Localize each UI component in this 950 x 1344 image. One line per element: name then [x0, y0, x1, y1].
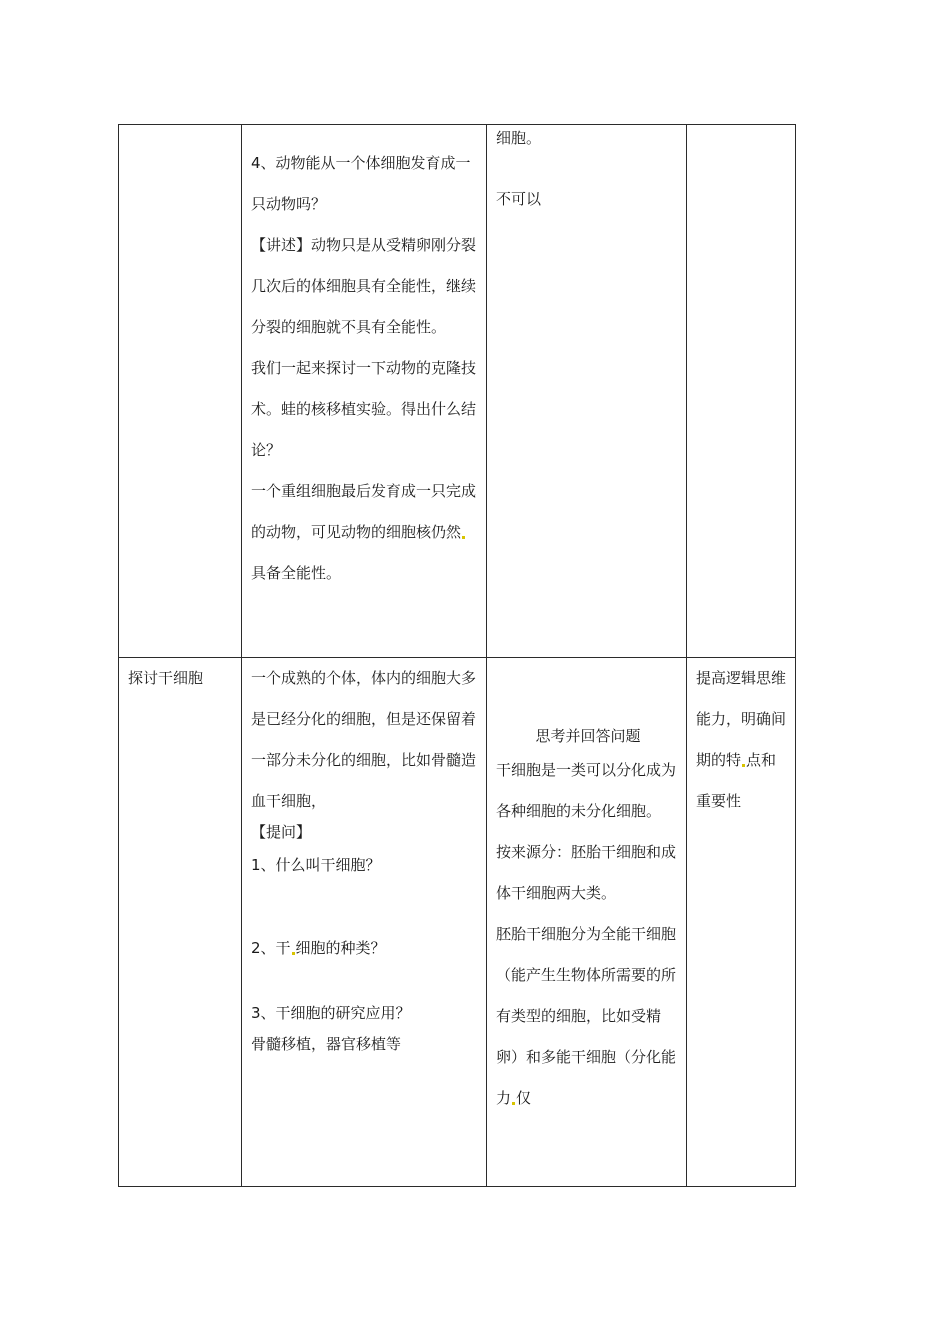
question-2 — [251, 934, 479, 962]
goal-part-b: 点和重要性 — [696, 751, 777, 810]
table-border-bottom — [118, 1186, 796, 1187]
conclusion-text — [251, 471, 479, 594]
edit-mark — [292, 952, 295, 955]
question-2-part-b: 细胞的种类？ — [295, 939, 386, 957]
question-1: 1、什么叫干细胞？ — [251, 856, 381, 874]
edit-mark — [742, 764, 745, 767]
goal-text — [696, 658, 790, 822]
row2-teacher-activity-cell — [251, 658, 479, 1061]
column-divider-1 — [241, 124, 242, 1187]
stem-cell-definition: 干细胞是一类可以分化成为各种细胞的未分化细胞。 — [496, 761, 677, 820]
question-3: 3、干细胞的研究应用？ — [251, 1004, 411, 1022]
question-4: 4、动物能从一个体细胞发育成一只动物吗？ — [251, 154, 471, 213]
column-divider-2 — [486, 124, 487, 1187]
table-border-top — [118, 124, 796, 125]
lecture-text: 【讲述】动物只是从受精卵刚分裂几次后的体细胞具有全能性，继续分裂的细胞就不具有全能性。 — [251, 236, 477, 336]
row1-teacher-activity-cell — [251, 143, 479, 594]
question-3-answer: 骨髓移植，器官移植等 — [251, 1035, 402, 1053]
spacer — [496, 153, 680, 185]
table-border-left — [118, 124, 119, 1187]
goal-part-a: 提高逻辑思维能力，明确间期的特 — [696, 669, 787, 769]
edit-mark — [512, 1102, 515, 1105]
conclusion-part-a: 一个重组细胞最后发育成一只完成的动物，可见动物的细胞核仍然 — [251, 482, 477, 541]
stem-cell-types-part-b: 仅 — [516, 1089, 532, 1107]
row2-topic-cell — [128, 658, 236, 699]
row1-student-activity-cell — [496, 124, 680, 214]
stem-cell-types-part-a: 胚胎干细胞分为全能干细胞（能产生生物体所需要的所有类型的细胞，比如受精卵）和多能干细胞（分化能力 — [496, 925, 677, 1107]
stem-cell-types — [496, 914, 680, 1119]
column-divider-3 — [686, 124, 687, 1187]
table-border-right — [795, 124, 796, 1187]
ask-label: 【提问】 — [251, 823, 312, 841]
edit-mark — [462, 536, 465, 539]
conclusion-part-b: 具备全能性。 — [251, 564, 342, 582]
row2-goal-cell — [696, 658, 790, 822]
question-2-part-a: 2、干 — [251, 939, 291, 957]
answer-text: 不可以 — [496, 190, 542, 208]
row2-student-activity-cell — [496, 658, 680, 1119]
continued-text: 细胞。 — [496, 129, 542, 147]
intro-text: 一个成熟的个体，体内的细胞大多是已经分化的细胞，但是还保留着一部分未分化的细胞，比如骨髓造血干细胞， — [251, 669, 477, 810]
topic-title: 探讨干细胞 — [128, 669, 204, 687]
lesson-plan-table — [118, 124, 796, 1187]
think-heading: 思考并回答问题 — [535, 727, 641, 745]
spacer — [251, 962, 479, 999]
stem-cell-source: 按来源分：胚胎干细胞和成体干细胞两大类。 — [496, 843, 677, 902]
spacer — [251, 882, 479, 934]
discussion-text: 我们一起来探讨一下动物的克隆技术。蛙的核移植实验。得出什么结论？ — [251, 359, 477, 459]
